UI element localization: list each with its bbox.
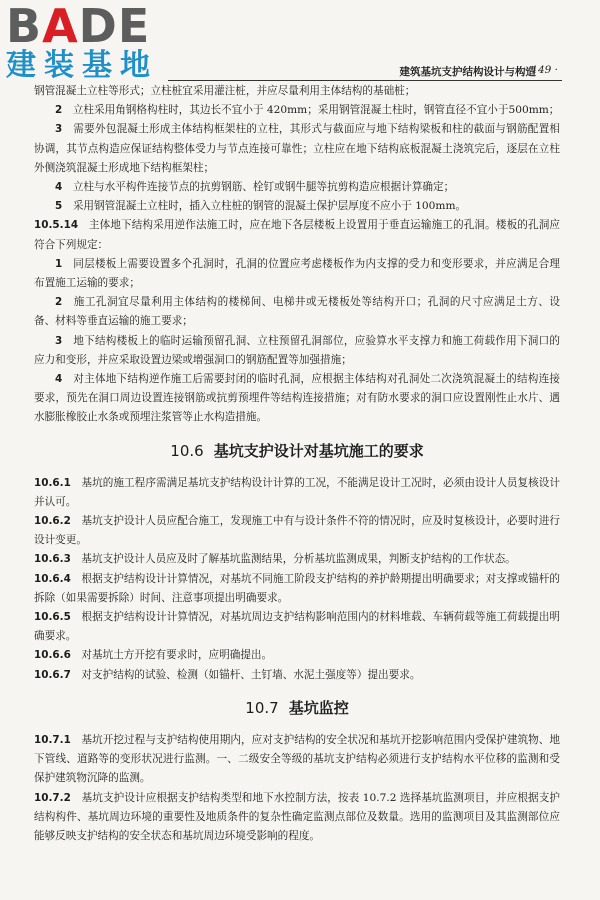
running-head: 建筑基坑支护结构设计与构造 xyxy=(399,66,536,78)
clause: 10.7.1 基坑开挖过程与支护结构使用期内，应对支护结构的安全状况和基坑开挖影响范围内受保护建筑物、地下管线、道路等的变形状况进行监测。一、二级安全等级的基坑支护结构必须进行支护结构水平位移的监测和受保护建筑物沉降的监测。 xyxy=(34,733,561,785)
clause: 10.6.6 对基坑土方开挖有要求时，应明确提出。 xyxy=(34,649,273,662)
list-item: 3 需要外包混凝土形成主体结构框架柱的立柱，其形式与截面应与地下结构梁板和柱的截面与钢筋配置相协调，其节点构造应保证结构整体受力与节点连接可靠性；立柱应在地下结构底板混凝土浇筑完后，逐层在立柱外侧浇筑混凝土形成地下结构框架柱； xyxy=(34,123,561,174)
brand-logo xyxy=(6,2,176,82)
header-rule xyxy=(168,80,562,81)
list-item: 5 采用钢管混凝土立柱时，插入立柱桩的钢管的混凝土保护层厚度不应小于 100mm。 xyxy=(55,200,467,213)
logo-chinese-text: 建装基地 xyxy=(6,48,158,83)
logo-wordmark: BADE xyxy=(6,0,151,53)
clause: 10.7.2 基坑支护设计应根据支护结构类型和地下水控制方法，按表 10.7.2 选择基坑监测项目，并应根据支护结构构件、基坑周边环境的重要性及地质条件的复杂性确定监测点部位及数量。选用的监测项目及其监测部位应能够反映支护结构的安全状态和基坑周边环境受影响的程度。 xyxy=(34,791,561,842)
section-heading: 10.7 基坑监控 xyxy=(245,698,349,717)
clause: 10.6.2 基坑支护设计人员应配合施工，发现施工中有与设计条件不符的情况时，应及时复核设计，必要时进行设计变更。 xyxy=(34,515,561,547)
clause: 10.6.1 基坑的施工程序需满足基坑支护结构设计计算的工况，不能满足设计工况时，必须由设计人员复核设计并认可。 xyxy=(34,476,561,508)
list-item: 4 立柱与水平构件连接节点的抗剪钢筋、栓钉或钢牛腿等抗剪构造应根据计算确定； xyxy=(55,181,455,194)
section-heading: 10.6 基坑支护设计对基坑施工的要求 xyxy=(170,441,424,460)
page-number: · 149 · xyxy=(524,64,558,76)
page-body xyxy=(34,82,560,846)
paragraph: 钢管混凝土立柱等形式；立柱桩宜采用灌注桩，并应尽量利用主体结构的基础桩； xyxy=(34,85,416,97)
list-item: 4 对主体地下结构逆作施工后需要封闭的临时孔洞，应根据主体结构对孔洞处二次浇筑混凝土的结构连接要求，预先在洞口周边设置连接钢筋或抗剪预埋件等结构连接措施；对有防水要求的洞口应设置刚性止水片、遇水膨胀橡胶止水条或预埋注浆管等止水构造措施。 xyxy=(34,373,561,424)
list-item: 2 立柱采用角钢格构柱时，其边长不宜小于 420mm；采用钢管混凝土柱时，钢管直径不宜小于500mm； xyxy=(55,104,560,117)
clause: 10.6.4 根据支护结构设计计算情况，对基坑不同施工阶段支护结构的养护龄期提出明确要求；对支撑或锚杆的拆除（如果需要拆除）时间、注意事项提出明确要求。 xyxy=(34,572,561,604)
list-item: 2 施工孔洞宜尽量利用主体结构的楼梯间、电梯井或无楼板处等结构开口；孔洞的尺寸应满足土方、设备、材料等垂直运输的施工要求； xyxy=(34,296,560,328)
clause: 10.6.3 基坑支护设计人员应及时了解基坑监测结果，分析基坑监测成果，判断支护结构的工作状态。 xyxy=(34,553,516,566)
list-item: 3 地下结构楼板上的临时运输预留孔洞、立柱预留孔洞部位，应验算水平支撑力和施工荷载作用下洞口的应力和变形，并应采取设置边梁或增强洞口的钢筋配置等加强措施； xyxy=(34,334,561,366)
clause: 10.6.7 对支护结构的试验、检测（如锚杆、土钉墙、水泥土强度等）提出要求。 xyxy=(34,668,421,681)
list-item: 1 同层楼板上需要设置多个孔洞时，孔洞的位置应考虑楼板作为内支撑的受力和变形要求，并应满足合理布置施工运输的要求； xyxy=(34,257,561,290)
clause: 10.6.5 根据支护结构设计计算情况，对基坑周边支护结构影响范围内的材料堆载、车辆荷载等施工荷载提出明确要求。 xyxy=(34,611,561,643)
clause: 10.5.14 主体地下结构采用逆作法施工时，应在地下各层楼板上设置用于垂直运输施工的孔洞。楼板的孔洞应符合下列规定： xyxy=(34,219,560,251)
